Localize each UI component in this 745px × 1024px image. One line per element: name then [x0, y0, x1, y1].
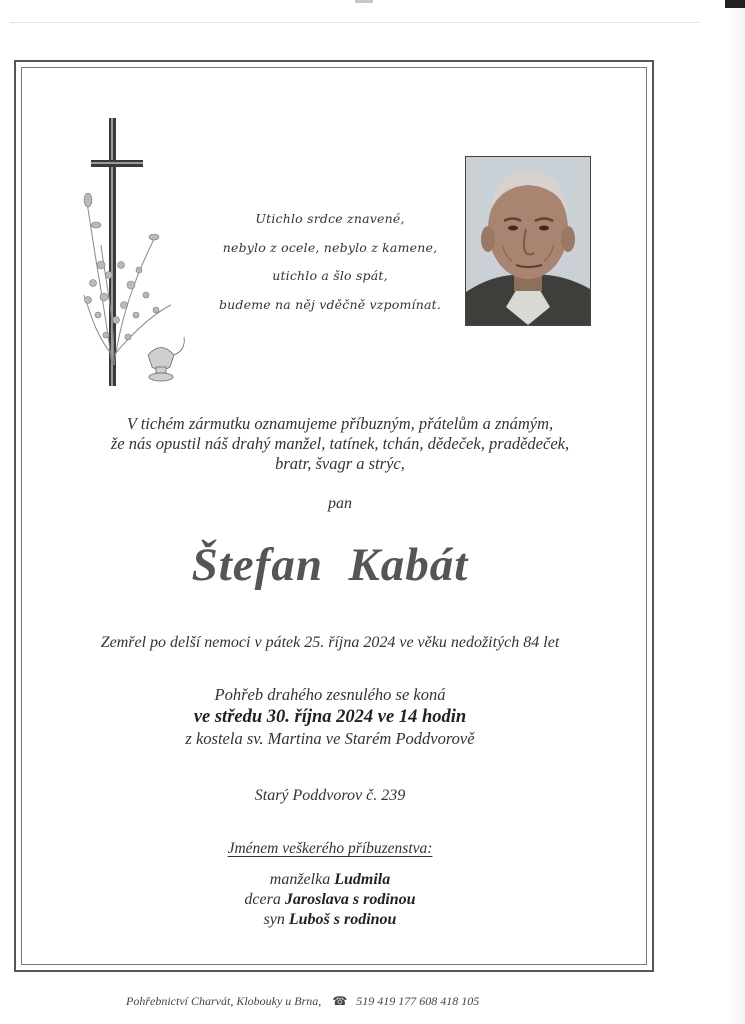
announcement-line: že nás opustil náš drahý manžel, tatínek, tchán, dědeček, pradědeček, — [110, 434, 570, 453]
portrait-photo — [465, 156, 591, 326]
announcement-line: bratr, švagr a strýc, — [275, 454, 405, 473]
death-notice: Zemřel po delší nemoci v pátek 25. října 2024 ve věku nedožitých 84 let — [100, 634, 560, 651]
cross-with-flowers-icon — [76, 115, 196, 390]
family-relation: syn — [263, 911, 285, 928]
home-address: Starý Poddvorov č. 239 — [254, 787, 406, 804]
poem-line: Utichlo srdce znavené, — [255, 211, 405, 226]
memorial-poem — [205, 205, 455, 319]
scan-corner-mark — [725, 0, 745, 8]
family-heading-text: Jménem veškerého příbuzenstva: — [227, 840, 433, 857]
telephone-icon: ☎ — [332, 994, 348, 1008]
scan-right-edge — [727, 0, 745, 1024]
scan-mark — [355, 0, 373, 3]
funeral-date-time: ve středu 30. října 2024 ve 14 hodin — [193, 707, 467, 727]
family-relation: dcera — [244, 891, 281, 908]
family-member-name: Luboš s rodinou — [288, 911, 397, 928]
funeral-intro: Pohřeb drahého zesnulého se koná — [214, 685, 446, 704]
family-list — [40, 870, 620, 930]
poem-line: nebylo z ocele, nebylo z kamene, — [222, 239, 438, 255]
family-member — [40, 870, 620, 890]
family-member-name: Ludmila — [334, 871, 391, 888]
announcement-text — [40, 414, 640, 474]
scan-edge-line — [10, 22, 700, 23]
funeral-info — [40, 684, 620, 750]
family-heading — [40, 840, 620, 858]
poem-line: budeme na něj vděčně vzpomínat. — [218, 296, 442, 312]
poem-line: utichlo a šlo spát, — [272, 268, 388, 283]
family-member-name: Jaroslava s rodinou — [284, 891, 416, 908]
family-member — [40, 910, 620, 930]
title-word: pan — [328, 495, 352, 512]
funeral-service-footer — [126, 994, 546, 1012]
deceased-name: Štefan Kabát — [191, 539, 469, 591]
announcement-line: V tichém zármutku oznamujeme příbuzným, přátelům a známým, — [126, 414, 554, 433]
funeral-location: z kostela sv. Martina ve Starém Poddvorově — [185, 729, 475, 748]
family-relation: manželka — [269, 871, 331, 888]
footer-phones: 519 419 177 608 418 105 — [356, 994, 480, 1008]
funeral-company: Pohřebnictví Charvát, Klobouky u Brna, — [126, 994, 322, 1008]
family-member — [40, 890, 620, 910]
